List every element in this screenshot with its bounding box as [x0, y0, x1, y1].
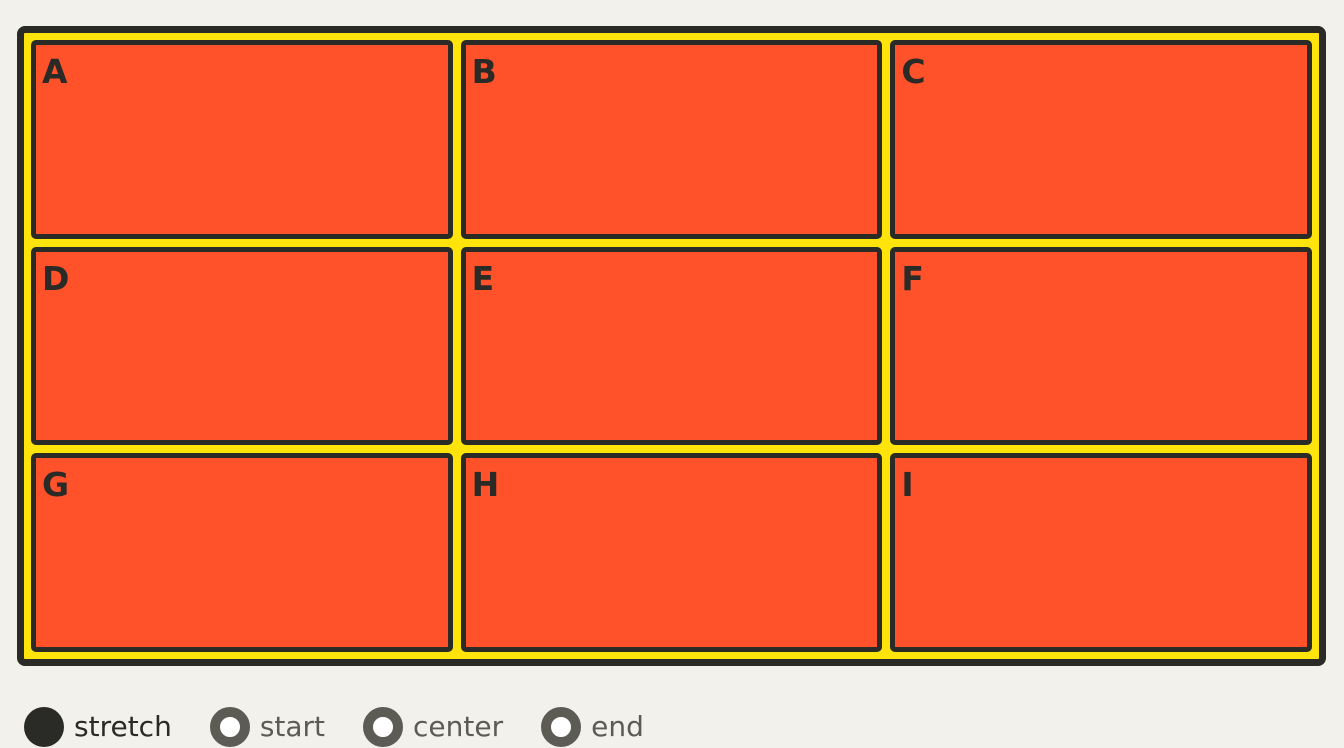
radio-option-center[interactable]	[363, 707, 503, 747]
radio-label-stretch[interactable]: stretch	[74, 710, 172, 743]
radio-checked-icon[interactable]	[24, 707, 64, 747]
radio-label-end[interactable]: end	[591, 710, 644, 743]
cell-label: I	[901, 465, 914, 505]
cell-label: E	[471, 258, 495, 298]
grid-cell-e	[461, 247, 883, 446]
grid-cell-i	[890, 453, 1312, 652]
radio-unchecked-icon[interactable]	[541, 707, 581, 747]
grid-cell-g	[31, 453, 453, 652]
cell-label: H	[471, 465, 500, 505]
radio-label-start[interactable]: start	[259, 710, 326, 743]
cell-label: D	[42, 258, 70, 298]
grid-cell-d	[31, 247, 453, 446]
cell-label: G	[42, 465, 70, 505]
radio-option-stretch[interactable]	[24, 707, 172, 747]
cell-label: C	[901, 52, 926, 91]
cell-label: F	[901, 258, 924, 298]
radio-unchecked-icon[interactable]	[210, 707, 250, 747]
radio-unchecked-icon[interactable]	[363, 707, 403, 747]
grid-cell-f	[890, 247, 1312, 446]
grid-container	[17, 26, 1326, 666]
grid-cell-c	[890, 40, 1312, 239]
alignment-radio-group	[24, 706, 682, 748]
cell-label: A	[42, 52, 68, 91]
grid-cell-h	[461, 453, 883, 652]
radio-label-center[interactable]: center	[413, 710, 504, 743]
radio-option-end[interactable]	[541, 707, 644, 747]
grid-cell-b	[461, 40, 883, 239]
cell-label: B	[471, 52, 497, 91]
radio-option-start[interactable]	[210, 707, 325, 747]
grid-cell-a	[31, 40, 453, 239]
